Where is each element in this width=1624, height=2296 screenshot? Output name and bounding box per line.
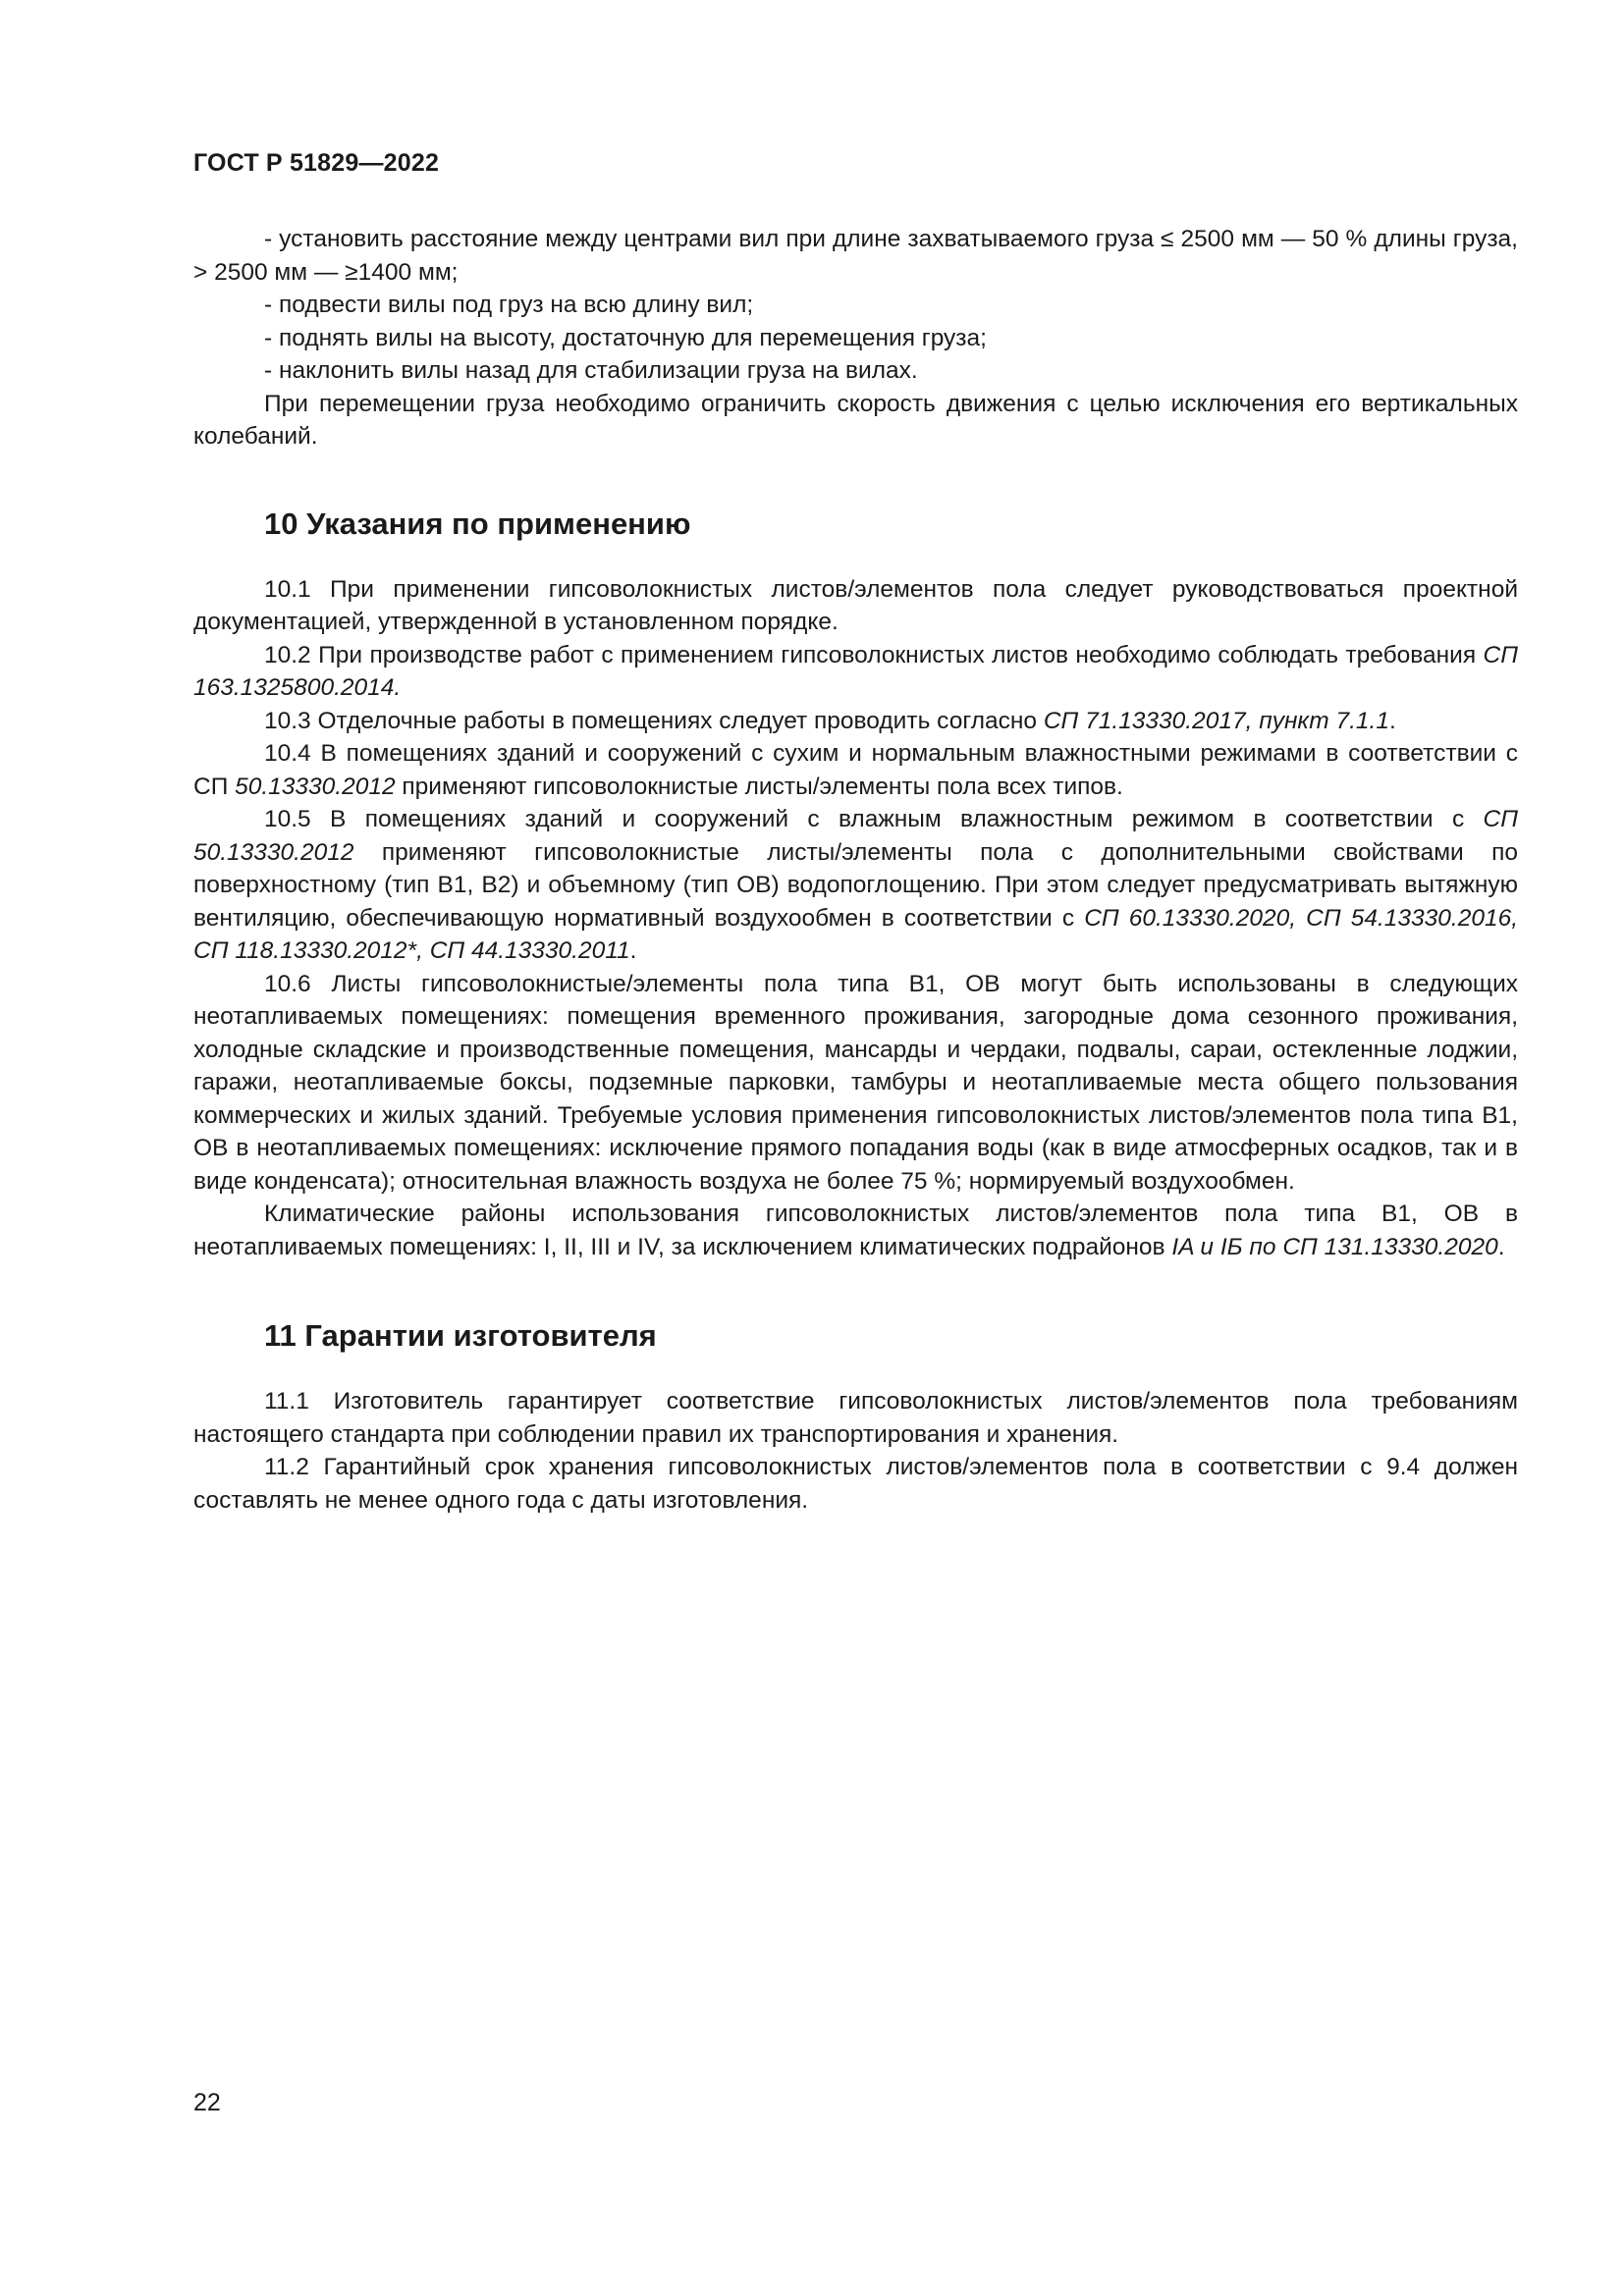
paragraph-text: . <box>1497 1233 1505 1260</box>
normative-reference: 50.13330.2012 <box>235 773 396 800</box>
paragraph-11-2: 11.2 Гарантийный срок хранения гипсоволокнистых листов/элементов пола в соответствии с 9.4 должен составлять не менее одного года с даты изготовления. <box>193 1454 1518 1514</box>
document-body <box>193 223 1518 1517</box>
paragraph-text: 10.3 Отделочные работы в помещениях следует проводить согласно <box>264 707 1044 734</box>
paragraph-text: . <box>1389 707 1396 734</box>
paragraph-10-1: 10.1 При применении гипсоволокнистых листов/элементов пола следует руководствоваться проектной документацией, утвержденной в установленном порядке. <box>193 575 1518 635</box>
paragraph-climate <box>193 1198 1518 1263</box>
paragraph-text: 10.4 В помещениях зданий и сооружений с сухим и нормальным влажностными режимами в соответствии с СП <box>193 740 1518 800</box>
paragraph-10-4 <box>193 737 1518 803</box>
paragraph-10-6: 10.6 Листы гипсоволокнистые/элементы пола типа В1, ОВ могут быть использованы в следующих неотапливаемых помещениях: помещения временного проживания, загородные дома сезонного проживания, холодные складские и производственные помещения, мансарды и чердаки, подвалы, сараи, остекленные лоджии, гаражи, неотапливаемые боксы, подземные парковки, тамбуры и неотапливаемые места общего пользования коммерческих и жилых зданий. Требуемые условия применения гипсоволокнистых листов/элементов пола типа В1, ОВ в неотапливаемых помещениях: исключение прямого попадания воды (как в виде атмосферных осадков, так и в виде конденсата); относительная влажность воздуха не более 75 %; нормируемый воздухообмен. <box>193 970 1518 1195</box>
paragraph-11-1: 11.1 Изготовитель гарантирует соответствие гипсоволокнистых листов/элементов пола требованиям настоящего стандарта при соблюдении правил их транспортирования и хранения. <box>193 1388 1518 1448</box>
document-header: ГОСТ Р 51829—2022 <box>193 149 440 177</box>
paragraph-text: . <box>629 937 637 964</box>
list-item: - наклонить вилы назад для стабилизации груза на вилах. <box>264 357 918 384</box>
paragraph-text: применяют гипсоволокнистые листы/элементы пола всех типов. <box>395 773 1123 800</box>
intro-closing: При перемещении груза необходимо ограничить скорость движения с целью исключения его вертикальных колебаний. <box>193 390 1518 450</box>
section-11-title: 11 Гарантии изготовителя <box>264 1318 657 1353</box>
normative-reference: IA и IБ по СП 131.13330.2020 <box>1171 1233 1498 1260</box>
paragraph-10-5 <box>193 803 1518 968</box>
normative-reference: СП 50.13330.2012 <box>193 806 1518 866</box>
section-10-title: 10 Указания по применению <box>264 506 691 541</box>
list-item: - подвести вилы под груз на всю длину вил; <box>264 292 754 318</box>
page-number: 22 <box>193 2089 221 2116</box>
paragraph-text: 10.5 В помещениях зданий и сооружений с влажным влажностным режимом в соответствии с <box>264 806 1484 832</box>
normative-reference: СП 163.1325800.2014. <box>193 641 1518 701</box>
paragraph-10-2 <box>193 639 1518 705</box>
paragraph-10-3 <box>193 705 1518 738</box>
normative-reference: СП 60.13330.2020, СП 54.13330.2016, СП 118.13330.2012*, СП 44.13330.2011 <box>193 904 1519 964</box>
list-item: - установить расстояние между центрами вил при длине захватываемого груза ≤ 2500 мм — 50 % длины груза, > 2500 мм — ≥1400 мм; <box>193 226 1518 286</box>
paragraph-text: применяют гипсоволокнистые листы/элементы пола с дополнительными свойствами по поверхностному (тип В1, В2) и объемному (тип ОВ) водопоглощению. При этом следует предусматривать вытяжную вентиляцию, обеспечивающую нормативный воздухообмен в соответствии с <box>193 838 1518 932</box>
intro-list <box>193 223 1518 388</box>
paragraph-text: 10.2 При производстве работ с применением гипсоволокнистых листов необходимо соблюдать требования <box>264 641 1484 668</box>
normative-reference: СП 71.13330.2017, пункт 7.1.1 <box>1043 707 1389 734</box>
list-item: - поднять вилы на высоту, достаточную для перемещения груза; <box>264 324 987 351</box>
paragraph-text: Климатические районы использования гипсоволокнистых листов/элементов пола типа В1, ОВ в неотапливаемых помещениях: I, II, III и IV, за исключением климатических подрайонов <box>193 1201 1518 1260</box>
